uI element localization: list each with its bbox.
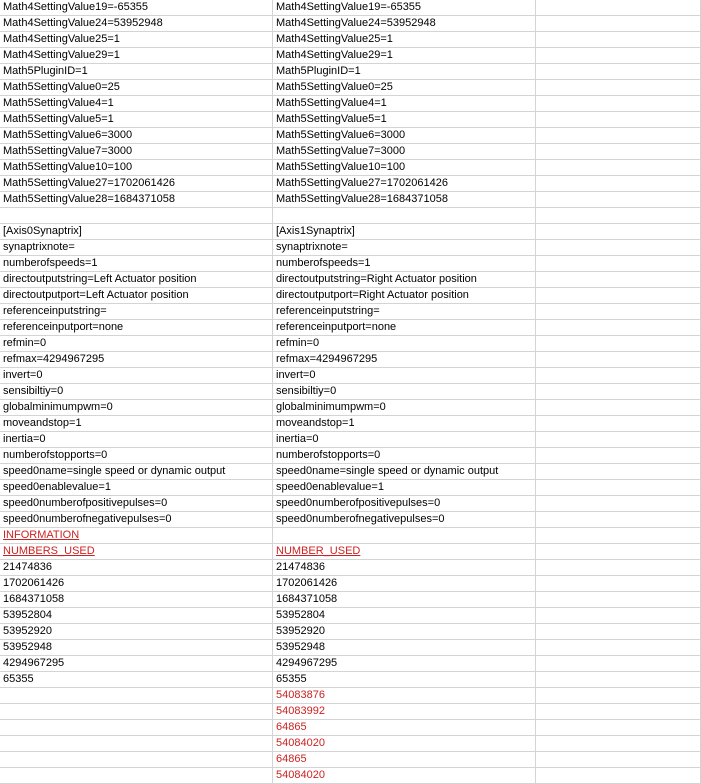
table-row [0,208,701,224]
empty-cell[interactable] [536,336,701,352]
empty-cell[interactable] [536,80,701,96]
empty-cell[interactable] [536,112,701,128]
table-cell[interactable] [0,720,273,736]
table-row [0,64,701,80]
empty-cell[interactable] [536,528,701,544]
empty-cell[interactable] [536,32,701,48]
table-cell[interactable]: 65355 [0,672,273,688]
table-cell[interactable]: refmin=0 [0,336,273,352]
empty-cell[interactable] [536,512,701,528]
table-cell[interactable]: [Axis1Synaptrix] [273,224,536,240]
empty-cell[interactable] [536,608,701,624]
table-cell[interactable]: 54083992 [273,704,536,720]
table-cell[interactable]: 64865 [273,752,536,768]
empty-cell[interactable] [536,640,701,656]
empty-cell[interactable] [536,160,701,176]
table-cell[interactable]: referenceinputstring= [0,304,273,320]
table-row [0,704,701,720]
table-cell[interactable]: Math5SettingValue6=3000 [0,128,273,144]
table-cell[interactable]: Math4SettingValue24=53952948 [0,16,273,32]
table-cell[interactable]: 53952804 [0,608,273,624]
table-row [0,480,701,496]
table-cell[interactable]: Math4SettingValue24=53952948 [273,16,536,32]
table-cell[interactable]: Math5SettingValue27=1702061426 [273,176,536,192]
table-cell[interactable]: Math5SettingValue6=3000 [273,128,536,144]
empty-cell[interactable] [536,208,701,224]
empty-cell[interactable] [536,128,701,144]
table-cell[interactable]: 1702061426 [273,576,536,592]
table-cell[interactable]: Math5SettingValue5=1 [273,112,536,128]
table-cell[interactable]: Math5SettingValue10=100 [0,160,273,176]
table-row [0,96,701,112]
table-cell[interactable]: moveandstop=1 [273,416,536,432]
table-cell[interactable]: NUMBER_USED [273,544,536,560]
table-row [0,432,701,448]
table-cell[interactable]: Math5SettingValue10=100 [273,160,536,176]
table-cell[interactable]: Math4SettingValue25=1 [273,32,536,48]
table-cell[interactable]: speed0numberofpositivepulses=0 [273,496,536,512]
table-cell[interactable]: speed0enablevalue=1 [273,480,536,496]
table-row [0,544,701,560]
empty-cell[interactable] [536,272,701,288]
table-cell[interactable]: referenceinputport=none [273,320,536,336]
table-row [0,448,701,464]
table-row [0,752,701,768]
empty-cell[interactable] [536,16,701,32]
table-row [0,304,701,320]
empty-cell[interactable] [536,768,701,784]
table-cell[interactable]: referenceinputstring= [273,304,536,320]
table-cell[interactable]: speed0numberofnegativepulses=0 [0,512,273,528]
table-row [0,720,701,736]
table-cell[interactable]: directoutputport=Right Actuator position [273,288,536,304]
empty-cell[interactable] [536,384,701,400]
table-cell[interactable]: 64865 [273,720,536,736]
empty-cell[interactable] [536,192,701,208]
table-cell[interactable]: INFORMATION [0,528,273,544]
table-cell[interactable]: globalminimumpwm=0 [0,400,273,416]
table-row [0,224,701,240]
table-cell[interactable]: numberofstopports=0 [273,448,536,464]
table-row [0,608,701,624]
table-row [0,656,701,672]
table-row [0,576,701,592]
table-cell[interactable]: 1684371058 [0,592,273,608]
table-cell[interactable]: 21474836 [0,560,273,576]
table-row [0,256,701,272]
empty-cell[interactable] [536,64,701,80]
table-row [0,128,701,144]
table-cell[interactable] [0,768,273,784]
table-cell[interactable]: Math4SettingValue19=-65355 [273,0,536,16]
table-cell[interactable]: Math5SettingValue0=25 [0,80,273,96]
table-row [0,384,701,400]
table-row [0,512,701,528]
table-cell[interactable]: 54083876 [273,688,536,704]
empty-cell[interactable] [536,480,701,496]
empty-cell[interactable] [536,592,701,608]
empty-cell[interactable] [536,400,701,416]
table-row [0,560,701,576]
table-cell[interactable]: referenceinputport=none [0,320,273,336]
table-cell[interactable]: Math5SettingValue28=1684371058 [0,192,273,208]
table-cell[interactable]: 4294967295 [273,656,536,672]
table-row [0,0,701,16]
empty-cell[interactable] [536,736,701,752]
table-cell[interactable] [0,704,273,720]
table-row [0,528,701,544]
table-cell[interactable]: synaptrixnote= [0,240,273,256]
empty-cell[interactable] [536,560,701,576]
table-cell[interactable]: synaptrixnote= [273,240,536,256]
table-cell[interactable]: 53952920 [0,624,273,640]
table-cell[interactable]: refmax=4294967295 [0,352,273,368]
empty-cell[interactable] [536,464,701,480]
table-cell[interactable]: numberofstopports=0 [0,448,273,464]
table-row [0,336,701,352]
table-cell[interactable] [0,736,273,752]
table-cell[interactable]: sensibiltiy=0 [0,384,273,400]
empty-cell[interactable] [536,368,701,384]
table-cell[interactable]: inertia=0 [273,432,536,448]
table-cell[interactable]: speed0name=single speed or dynamic output [0,464,273,480]
table-row [0,400,701,416]
table-row [0,144,701,160]
table-cell[interactable] [0,688,273,704]
table-row [0,640,701,656]
table-cell[interactable]: [Axis0Synaptrix] [0,224,273,240]
table-cell[interactable]: inertia=0 [0,432,273,448]
table-cell[interactable]: directoutputstring=Left Actuator position [0,272,273,288]
empty-cell[interactable] [536,624,701,640]
table-cell[interactable]: 53952920 [273,624,536,640]
table-row [0,368,701,384]
table-row [0,112,701,128]
table-cell[interactable]: Math5SettingValue7=3000 [0,144,273,160]
table-row [0,160,701,176]
table-cell[interactable]: invert=0 [0,368,273,384]
table-cell[interactable]: Math5PluginID=1 [273,64,536,80]
empty-cell[interactable] [536,352,701,368]
table-cell[interactable]: Math5SettingValue28=1684371058 [273,192,536,208]
table-row [0,352,701,368]
table-row [0,192,701,208]
empty-cell[interactable] [536,224,701,240]
table-row [0,624,701,640]
table-cell[interactable]: moveandstop=1 [0,416,273,432]
table-cell[interactable] [273,528,536,544]
table-cell[interactable]: globalminimumpwm=0 [273,400,536,416]
table-cell[interactable]: refmax=4294967295 [273,352,536,368]
empty-cell[interactable] [536,720,701,736]
table-cell[interactable]: speed0name=single speed or dynamic output [273,464,536,480]
empty-cell[interactable] [536,704,701,720]
table-cell[interactable]: 53952804 [273,608,536,624]
table-cell[interactable]: Math5SettingValue4=1 [273,96,536,112]
table-cell[interactable]: 65355 [273,672,536,688]
table-cell[interactable]: 53952948 [0,640,273,656]
table-cell[interactable]: Math5SettingValue5=1 [0,112,273,128]
table-cell[interactable]: Math5SettingValue0=25 [273,80,536,96]
table-cell[interactable]: Math5SettingValue4=1 [0,96,273,112]
empty-cell[interactable] [536,688,701,704]
table-cell[interactable]: Math5SettingValue27=1702061426 [0,176,273,192]
empty-cell[interactable] [536,288,701,304]
table-cell[interactable]: 54084020 [273,736,536,752]
table-cell[interactable] [0,752,273,768]
table-cell[interactable]: speed0numberofpositivepulses=0 [0,496,273,512]
table-cell[interactable]: Math4SettingValue29=1 [0,48,273,64]
table-cell[interactable]: directoutputport=Left Actuator position [0,288,273,304]
empty-cell[interactable] [536,176,701,192]
table-row [0,768,701,784]
table-cell[interactable]: refmin=0 [273,336,536,352]
table-cell[interactable]: sensibiltiy=0 [273,384,536,400]
empty-cell[interactable] [536,416,701,432]
empty-cell[interactable] [536,448,701,464]
table-cell[interactable]: 1684371058 [273,592,536,608]
empty-cell[interactable] [536,144,701,160]
empty-cell[interactable] [536,0,701,16]
table-cell[interactable]: numberofspeeds=1 [0,256,273,272]
table-cell[interactable]: invert=0 [273,368,536,384]
table-row [0,272,701,288]
table-cell[interactable]: 21474836 [273,560,536,576]
table-cell[interactable]: 53952948 [273,640,536,656]
table-cell[interactable]: directoutputstring=Right Actuator position [273,272,536,288]
table-row [0,672,701,688]
table-cell[interactable]: Math4SettingValue19=-65355 [0,0,273,16]
table-row [0,736,701,752]
table-row [0,592,701,608]
empty-cell[interactable] [536,48,701,64]
table-row [0,464,701,480]
empty-cell[interactable] [536,544,701,560]
table-cell[interactable]: Math4SettingValue29=1 [273,48,536,64]
empty-cell[interactable] [536,320,701,336]
empty-cell[interactable] [536,672,701,688]
table-row [0,48,701,64]
table-row [0,416,701,432]
table-cell[interactable] [273,208,536,224]
empty-cell[interactable] [536,752,701,768]
table-cell[interactable]: 54084020 [273,768,536,784]
empty-cell[interactable] [536,256,701,272]
table-row [0,32,701,48]
empty-cell[interactable] [536,96,701,112]
table-cell[interactable]: NUMBERS_USED [0,544,273,560]
table-cell[interactable]: numberofspeeds=1 [273,256,536,272]
table-row [0,176,701,192]
table-row [0,16,701,32]
table-row [0,320,701,336]
table-cell[interactable]: Math5PluginID=1 [0,64,273,80]
empty-cell[interactable] [536,240,701,256]
empty-cell[interactable] [536,656,701,672]
table-cell[interactable]: 1702061426 [0,576,273,592]
table-row [0,496,701,512]
table-cell[interactable]: Math5SettingValue7=3000 [273,144,536,160]
table-row [0,688,701,704]
table-cell[interactable]: speed0numberofnegativepulses=0 [273,512,536,528]
empty-cell[interactable] [536,304,701,320]
table-row [0,288,701,304]
empty-cell[interactable] [536,576,701,592]
table-row [0,240,701,256]
table-cell[interactable]: speed0enablevalue=1 [0,480,273,496]
empty-cell[interactable] [536,496,701,512]
table-cell[interactable] [0,208,273,224]
table-cell[interactable]: Math4SettingValue25=1 [0,32,273,48]
table-cell[interactable]: 4294967295 [0,656,273,672]
table-row [0,80,701,96]
empty-cell[interactable] [536,432,701,448]
